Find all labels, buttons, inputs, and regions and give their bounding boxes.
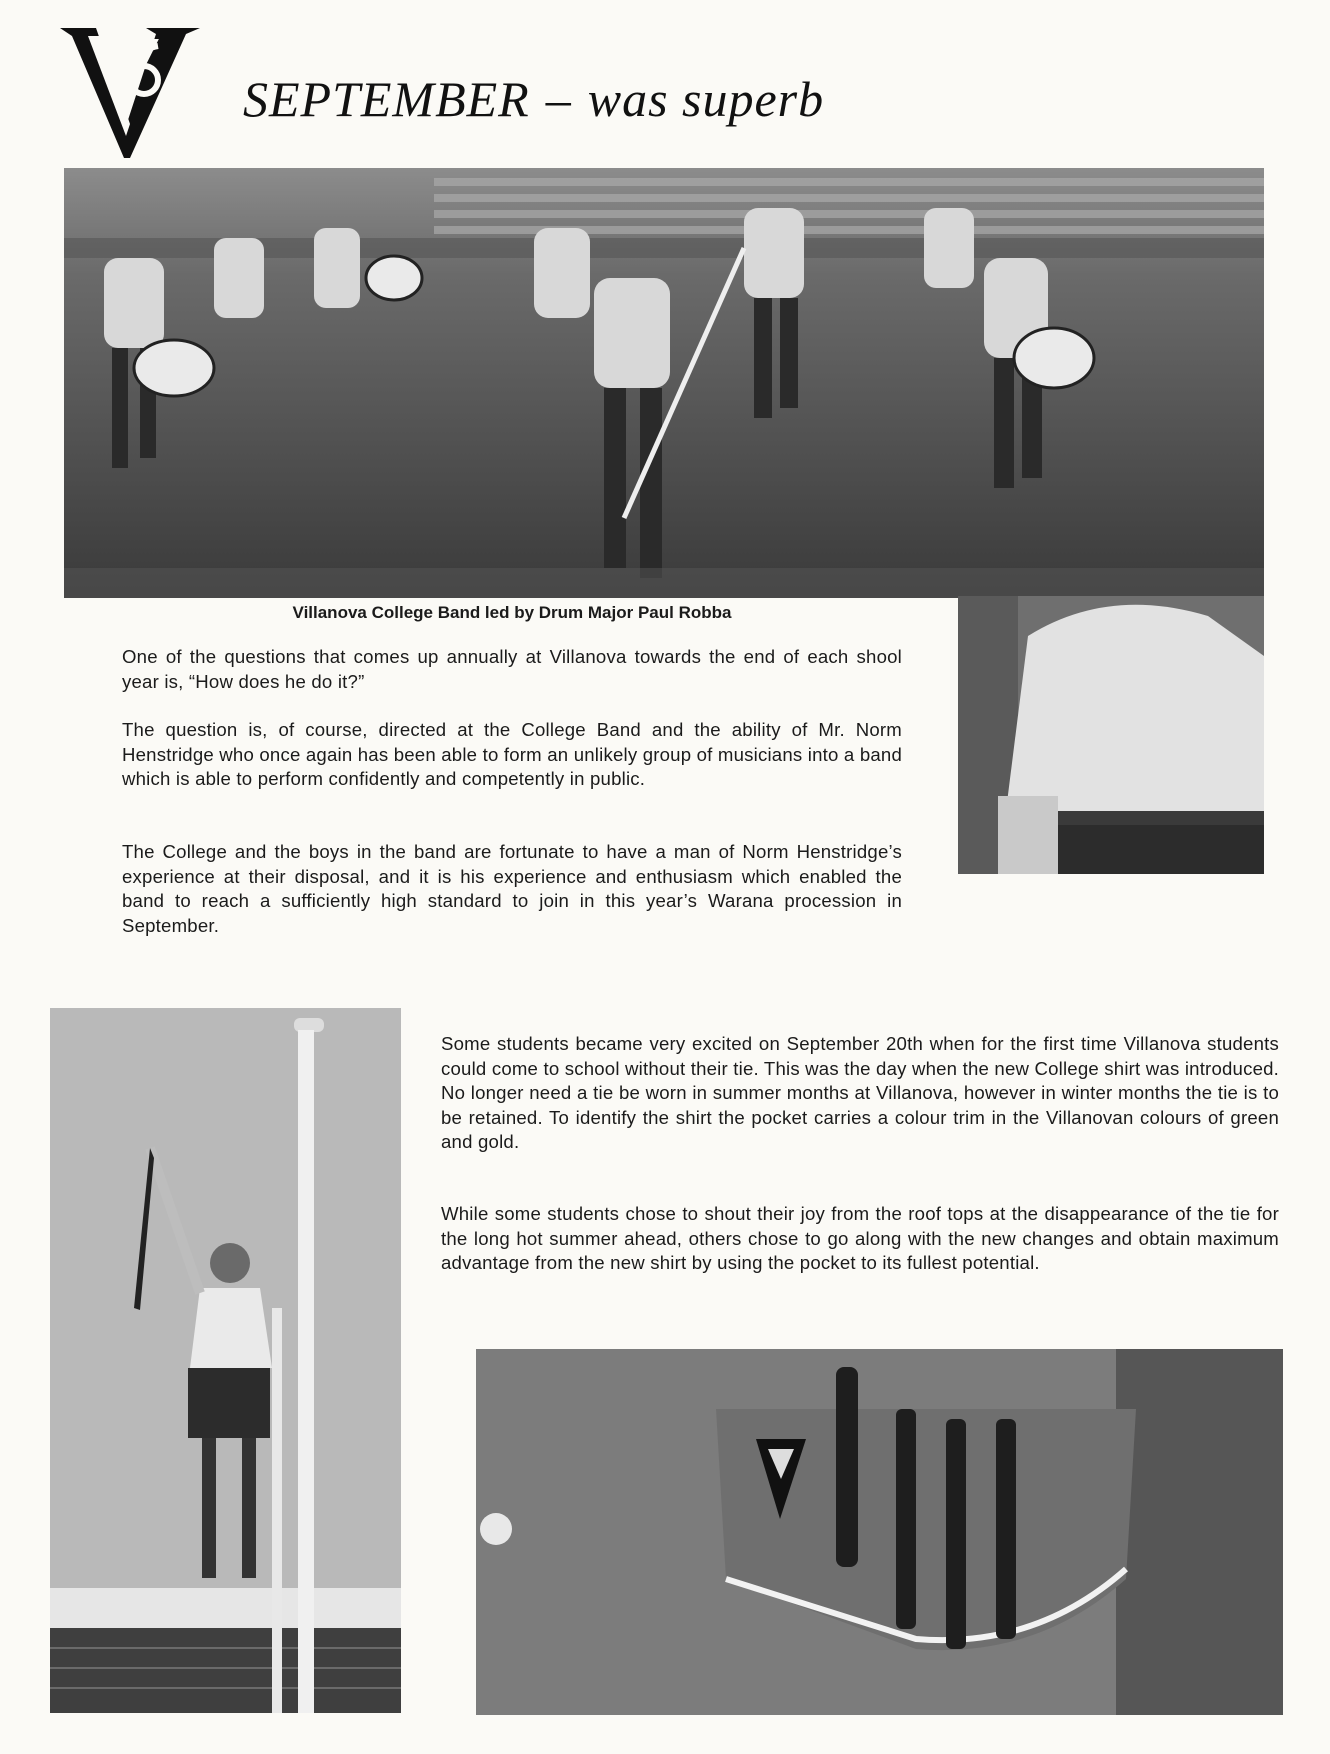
title-dash: –	[545, 71, 572, 127]
band-photo	[64, 168, 1264, 598]
student-with-tie-photo	[50, 1008, 401, 1713]
title-sub: was superb	[587, 71, 825, 127]
article-paragraph: The question is, of course, directed at the College Band and the ability of Mr. Norm Henstridge who once again has been able to form an unlikely group of musicians into a band which is able to perform confidently and competently in public.	[122, 719, 902, 789]
article-paragraph: Some students became very excited on September 20th when for the first time Villanova students could come to school without their tie. This was the day when the new College shirt was introduced. No longer need a tie be worn in summer months at Villanova, however in winter months the tie is to be retained. To identify the shirt the pocket carries a colour trim in the Villanovan colours of green and gold.	[441, 1033, 1280, 1152]
band-photo-caption: Villanova College Band led by Drum Major Paul Robba	[292, 603, 732, 622]
shirt-pocket-photo	[476, 1349, 1283, 1715]
teacher-photo	[958, 596, 1264, 874]
article-paragraph: While some students chose to shout their joy from the roof tops at the disappearance of the tie for the long hot summer ahead, others chose to go along with the new changes and obtain maximum advantage from the new shirt by using the pocket to its fullest potential.	[441, 1203, 1279, 1273]
article-paragraph: The College and the boys in the band are fortunate to have a man of Norm Henstridge’s experience at their disposal, and it is his experience and enthusiasm which enabled the band to reach a sufficiently high standard to join in this year’s Warana procession in September.	[122, 841, 902, 936]
title-main: SEPTEMBER	[243, 71, 530, 127]
article-paragraph: One of the questions that comes up annually at Villanova towards the end of each shool year is, “How does he do it?”	[122, 646, 902, 692]
page-title	[243, 70, 824, 128]
college-logo	[58, 24, 202, 160]
v-crest-icon	[58, 24, 202, 160]
